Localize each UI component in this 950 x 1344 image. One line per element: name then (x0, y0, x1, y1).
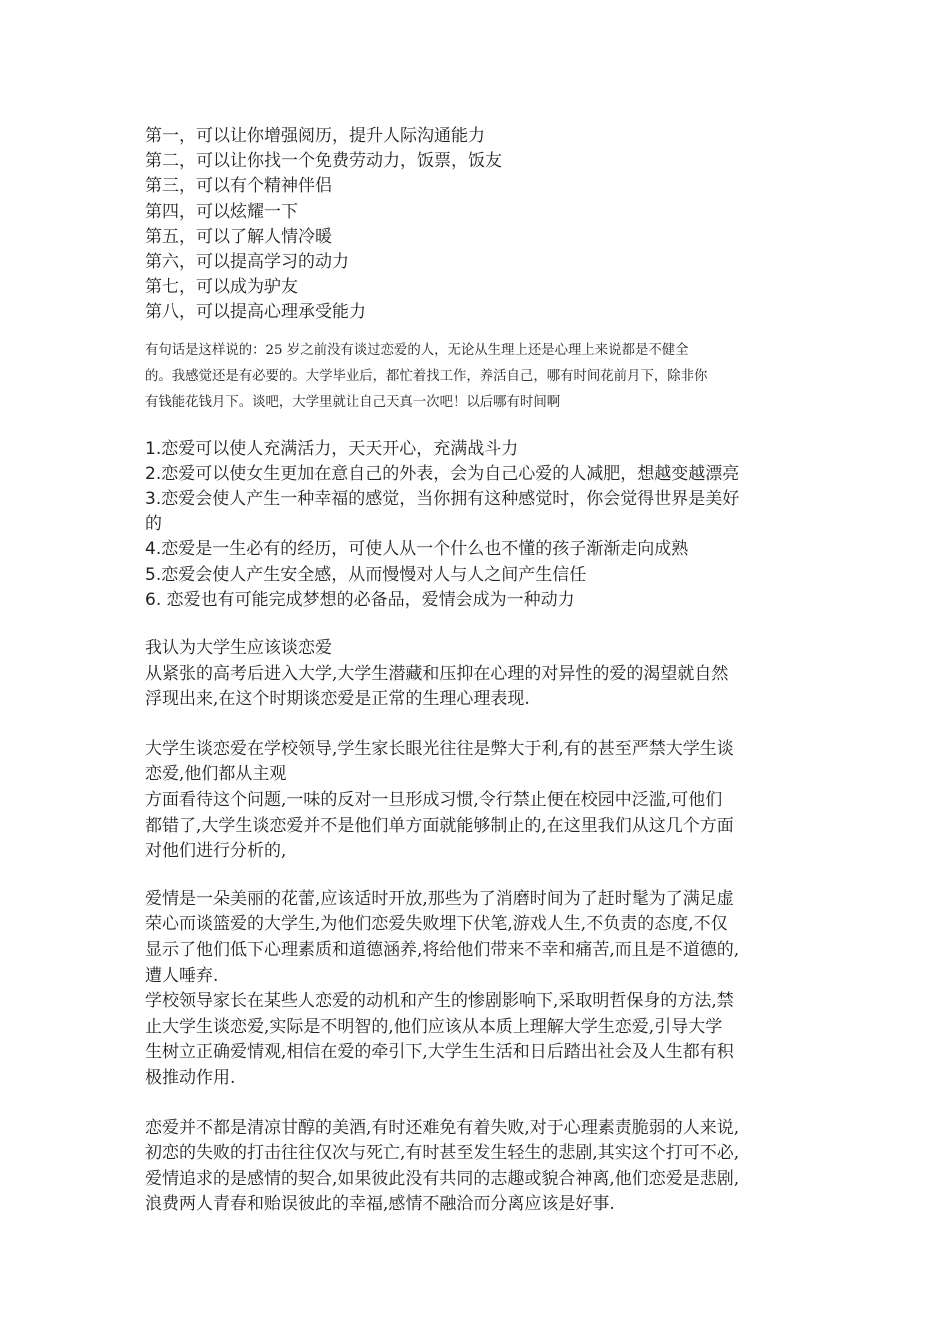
school-leaders-paragraph (145, 989, 813, 1091)
paragraph-line: 极推动作用. (145, 1067, 236, 1088)
paragraph-line: 显示了他们低下心理素质和道德涵养,将给他们带来不幸和痛苦,而且是不道德的, (145, 939, 740, 960)
list-item: 5.恋爱会使人产生安全感，从而慢慢对人与人之间产生信任 (145, 564, 587, 585)
paragraph-line: 止大学生谈恋爱,实际是不明智的,他们应该从本质上理解大学生恋爱,引导大学 (145, 1016, 723, 1037)
list-item: 第五，可以了解人情冷暖 (145, 226, 332, 247)
list-item: 6. 恋爱也有可能完成梦想的必备品，爱情会成为一种动力 (145, 589, 575, 610)
paragraph-line: 初恋的失败的打击往往仅次与死亡,有时甚至发生轻生的悲剧,其实这个打可不必, (145, 1143, 740, 1164)
list-item: 的 (145, 514, 162, 535)
list-item: 3.恋爱会使人产生一种幸福的感觉，当你拥有这种感觉时，你会觉得世界是美好 (145, 489, 740, 510)
list-item: 第八，可以提高心理承受能力 (145, 302, 366, 323)
analysis-paragraph (145, 737, 813, 865)
paragraph-line: 恋爱并不都是清凉甘醇的美酒,有时还难免有着失败,对于心理素责脆弱的人来说, (145, 1117, 740, 1138)
paragraph-line: 有钱能花钱月下。谈吧，大学里就让自己天真一次吧！以后哪有时间啊 (145, 394, 561, 410)
list-item: 第四，可以炫耀一下 (145, 201, 298, 222)
list-item: 2.恋爱可以使女生更加在意自己的外表，会为自己心爱的人减肥，想越变越漂亮 (145, 463, 740, 484)
paragraph-line: 爱情追求的是感情的契合,如果彼此没有共同的志趣或貌合神离,他们恋爱是悲剧, (145, 1168, 740, 1189)
paragraph-line: 生树立正确爱情观,相信在爱的牵引下,大学生生活和日后踏出社会及人生都有积 (145, 1042, 734, 1063)
paragraph-line: 从紧张的高考后进入大学,大学生潜藏和压抑在心理的对异性的爱的渴望就自然 (145, 663, 729, 684)
love-flower-paragraph (145, 887, 813, 989)
paragraph-line: 浪费两人青春和贻误彼此的幸福,感情不融洽而分离应该是好事. (145, 1194, 615, 1215)
failure-paragraph (145, 1116, 813, 1218)
paragraph-line: 遭人唾弃. (145, 965, 219, 986)
paragraph-line: 方面看待这个问题,一味的反对一旦形成习惯,令行禁止便在校园中泛滥,可他们 (145, 790, 723, 811)
paragraph-line: 恋爱,他们都从主观 (145, 764, 287, 785)
saying-paragraph (145, 338, 813, 416)
paragraph-line: 浮现出来,在这个时期谈恋爱是正常的生理心理表现. (145, 689, 530, 710)
list-item: 第六，可以提高学习的动力 (145, 252, 349, 273)
paragraph-line: 学校领导家长在某些人恋爱的动机和产生的惨剧影响下,采取明哲保身的方法,禁 (145, 991, 734, 1012)
paragraph-line: 大学生谈恋爱在学校领导,学生家长眼光往往是弊大于利,有的甚至严禁大学生谈 (145, 738, 734, 759)
document-page (145, 124, 813, 1218)
paragraph-line: 我认为大学生应该谈恋爱 (145, 638, 332, 659)
list-item: 第七，可以成为驴友 (145, 277, 298, 298)
list-item: 第二，可以让你找一个免费劳动力，饭票，饭友 (145, 151, 502, 172)
paragraph-line: 对他们进行分析的, (145, 841, 287, 862)
opinion-paragraph (145, 636, 813, 713)
list-item: 4.恋爱是一生必有的经历，可使人从一个什么也不懂的孩子渐渐走向成熟 (145, 539, 689, 560)
list-item: 第三，可以有个精神伴侣 (145, 176, 332, 197)
paragraph-line: 荣心而谈篮爱的大学生,为他们恋爱失败埋下伏笔,游戏人生,不负责的态度,不仅 (145, 914, 728, 935)
paragraph-line: 都错了,大学生谈恋爱并不是他们单方面就能够制止的,在这里我们从这几个方面 (145, 815, 734, 836)
list-item: 第一，可以让你增强阅历，提升人际沟通能力 (145, 126, 485, 146)
benefits-list (145, 124, 813, 326)
list-item: 1.恋爱可以使人充满活力，天天开心，充满战斗力 (145, 438, 519, 459)
numbered-list (145, 437, 813, 613)
paragraph-line: 有句话是这样说的：25 岁之前没有谈过恋爱的人，无论从生理上还是心理上来说都是不健全 (145, 342, 689, 358)
paragraph-line: 的。我感觉还是有必要的。大学毕业后，都忙着找工作，养活自己，哪有时间花前月下，除非你 (145, 368, 708, 384)
paragraph-line: 爱情是一朵美丽的花蕾,应该适时开放,那些为了消磨时间为了赶时髦为了满足虚 (145, 888, 734, 909)
